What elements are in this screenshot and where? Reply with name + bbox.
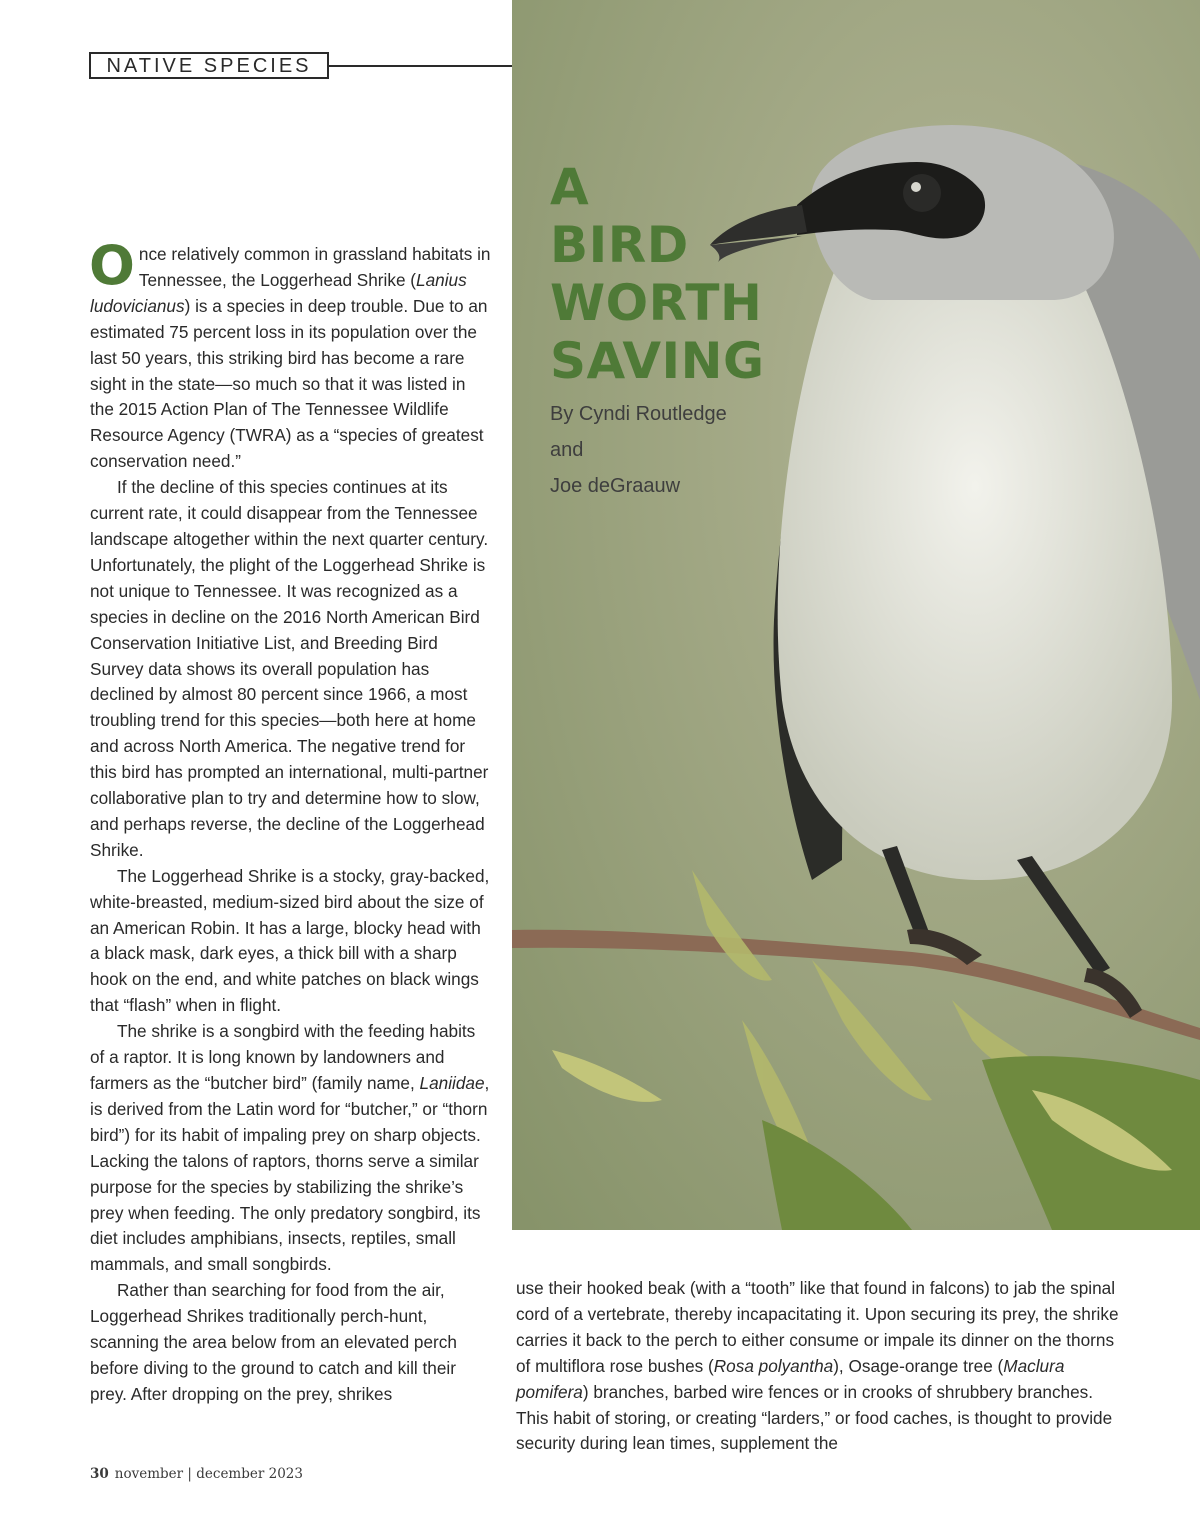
text-run: ) is a species in deep trouble. Due to an estimated 75 percent loss in its population over the last 50 years, this striking bird has become a rare sight in the state—so much so that it was listed in the 2015 Action Plan of The Tennessee Wildlife Resource Agency (TWRA) as a “species of greatest conservation need.” — [90, 295, 488, 472]
paragraph — [89, 234, 492, 475]
page-number: 30 — [90, 1466, 109, 1482]
paragraph: The Loggerhead Shrike is a stocky, gray-backed, white-breasted, medium-sized bird about the size of an American Robin. It has a large, blocky head with a black mask, dark eyes, a thick bill with a sharp hook on the end, and white patches on black wings that “flash” when in flight. — [90, 865, 490, 1016]
text-run: The shrike is a songbird with the feeding habits of a raptor. It is long known by landowners and farmers as the “butcher bird” (family name, — [90, 1021, 476, 1093]
body-column-right — [516, 1276, 1126, 1457]
headline-line: A — [550, 158, 590, 216]
byline-line: By Cyndi Routledge — [550, 403, 727, 425]
text-run: nce relatively common in grassland habitats in Tennessee, the Loggerhead Shrike ( — [138, 244, 491, 290]
text-run: , is derived from the Latin word for “butcher,” or “thorn bird”) for its habit of impaling prey on sharp objects. Lacking the talons of raptors, thorns serve a similar purpose for the species by stabilizing the shrike’s prey when feeding. The only predatory songbird, its diet includes amphibians, insects, reptiles, small mammals, and small songbirds. — [90, 1073, 490, 1275]
drop-cap: O — [89, 234, 135, 297]
text-run: ), Osage-orange tree ( — [833, 1355, 1004, 1376]
headline-line: WORTH — [550, 274, 763, 332]
body-column-left — [89, 234, 492, 1408]
text-run: ) branches, barbed wire fences or in crooks of shrubbery branches. This habit of storing, or creating “larders,” or food caches, is thought to provide security during lean times, supplement the — [516, 1381, 1113, 1454]
paragraph: If the decline of this species continues at its current rate, it could disappear from the Tennessee landscape altogether within the next quarter century. Unfortunately, the plight of the Loggerhead Shrike is not unique to Tennessee. It was recognized as a species in decline on the 2016 North American Bird Conservation Initiative List, and Breeding Bird Survey data shows its overall population has declined by almost 80 percent since 1966, a most troubling trend for this species—both here at home and across North America. The negative trend for this bird has prompted an international, multi-partner collaborative plan to try and determine how to slow, and perhaps reverse, the decline of the Loggerhead Shrike. — [90, 477, 489, 860]
article-headline — [550, 158, 765, 390]
headline-line: BIRD — [550, 216, 689, 274]
species-name: Maclura pomifera — [516, 1355, 1065, 1402]
byline — [550, 396, 727, 504]
section-label: NATIVE SPECIES — [89, 52, 329, 79]
page-footer — [90, 1466, 303, 1482]
byline-line: and — [550, 439, 584, 461]
family-name: Laniidae — [419, 1073, 485, 1093]
species-name: Lanius ludovicianus — [90, 269, 467, 316]
section-rule — [329, 65, 513, 67]
paragraph: Rather than searching for food from the air, Loggerhead Shrikes traditionally perch-hunt, scanning the area below from an elevated perch before diving to the ground to catch and kill their prey. After dropping on the prey, shrikes — [90, 1280, 457, 1404]
issue-date: november | december 2023 — [114, 1466, 303, 1482]
paragraph — [90, 1019, 492, 1278]
species-name: Rosa polyantha — [713, 1355, 834, 1376]
paragraph — [516, 1276, 1126, 1457]
byline-line: Joe deGraauw — [550, 475, 681, 497]
headline-line: SAVING — [550, 332, 765, 390]
text-run: use their hooked beak (with a “tooth” like that found in falcons) to jab the spinal cord of a vertebrate, thereby incapacitating it. Upon securing its prey, the shrike carries it back to the perch to either consume or impale its dinner on the thorns of multiflora rose bushes ( — [516, 1278, 1119, 1376]
